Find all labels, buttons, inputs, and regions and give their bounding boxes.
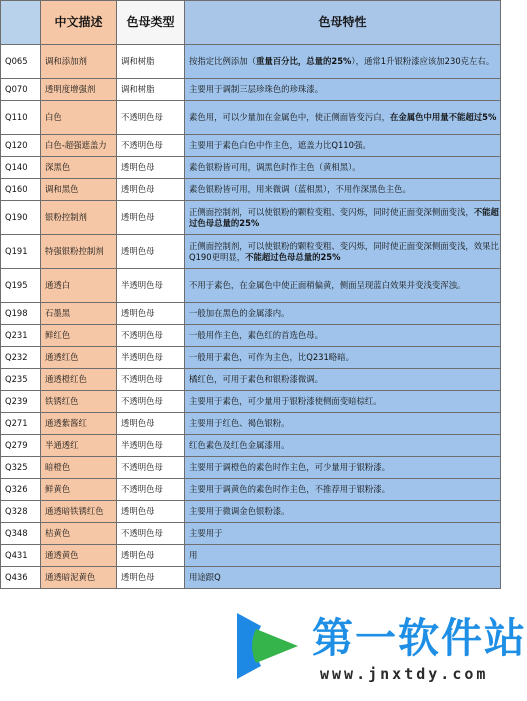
cell-pigment-type: 不透明色母 xyxy=(117,101,185,135)
cell-pigment-properties xyxy=(185,347,501,369)
table-row xyxy=(1,391,501,413)
cell-chinese-description: 通透红色 xyxy=(41,347,117,369)
cell-code: Q190 xyxy=(1,201,41,235)
table-header-row xyxy=(1,1,501,45)
watermark-title: 第一软件站 xyxy=(312,614,527,662)
cell-chinese-description: 透明度增强剂 xyxy=(41,79,117,101)
cell-pigment-properties xyxy=(185,545,501,567)
watermark-url: www.jnxtdy.com xyxy=(320,665,489,683)
table-row xyxy=(1,567,501,589)
property-text: 一般加在黑色的金属漆内。 xyxy=(189,308,290,318)
cell-code: Q160 xyxy=(1,179,41,201)
table-row xyxy=(1,235,501,269)
property-text: 主要用于调橙色的素色时作主色，可少量用于银粉漆。 xyxy=(189,462,390,472)
cell-pigment-properties xyxy=(185,369,501,391)
property-text: 按指定比例添加（ xyxy=(189,56,256,66)
cell-pigment-type: 透明色母 xyxy=(117,413,185,435)
table-row xyxy=(1,45,501,79)
property-text: 素色银粉皆可用，调黑色时作主色（黄相黑）。 xyxy=(189,162,361,172)
cell-pigment-properties xyxy=(185,269,501,303)
cell-pigment-properties xyxy=(185,101,501,135)
cell-pigment-properties xyxy=(185,413,501,435)
property-text: 用 xyxy=(189,550,198,560)
property-text: 正侧面控制剂，可以使银粉的颗粒变粗、变闪烁，同时使正面变深侧面变浅，效果比Q190更明显， xyxy=(189,240,499,262)
cell-chinese-description: 铁锈红色 xyxy=(41,391,117,413)
cell-code: Q348 xyxy=(1,523,41,545)
property-text: 主要用于 xyxy=(189,528,223,538)
cell-pigment-properties xyxy=(185,391,501,413)
property-text: 主要用于调黄色的素色时作主色，不推荐用于银粉漆。 xyxy=(189,484,390,494)
property-text: 不用于素色，在金属色中使正面稍偏黄，侧面呈现蓝白效果并变浅变浑浊。 xyxy=(189,280,466,290)
property-text: 橘红色，可用于素色和银粉漆微调。 xyxy=(189,374,323,384)
table-row xyxy=(1,369,501,391)
cell-chinese-description: 桔黄色 xyxy=(41,523,117,545)
cell-code: Q120 xyxy=(1,135,41,157)
table-row xyxy=(1,303,501,325)
cell-code: Q070 xyxy=(1,79,41,101)
cell-pigment-type: 不透明色母 xyxy=(117,391,185,413)
property-emphasis: 不能超过色母总量的25% xyxy=(189,206,499,228)
cell-code: Q328 xyxy=(1,501,41,523)
property-emphasis: 不能超过色母总量的25% xyxy=(245,251,341,262)
property-text: 正侧面控制剂，可以使银粉的颗粒变粗、变闪烁，同时使正面变深侧面变浅， xyxy=(189,206,474,217)
header-code xyxy=(1,1,41,45)
cell-pigment-type: 半透明色母 xyxy=(117,269,185,303)
cell-chinese-description: 通透橙红色 xyxy=(41,369,117,391)
cell-pigment-properties xyxy=(185,479,501,501)
table-row xyxy=(1,523,501,545)
property-text: 用途跟Q xyxy=(189,572,221,582)
cell-pigment-type: 不透明色母 xyxy=(117,369,185,391)
cell-pigment-properties xyxy=(185,45,501,79)
header-chinese-description: 中文描述 xyxy=(41,1,117,45)
cell-chinese-description: 通透紫酱红 xyxy=(41,413,117,435)
header-pigment-type: 色母类型 xyxy=(117,1,185,45)
property-emphasis: 重量百分比，总量的25% xyxy=(256,56,352,66)
property-text: 素色银粉皆可用，用来微调（蓝相黑），不用作深黑色主色。 xyxy=(189,184,411,194)
watermark xyxy=(228,605,527,699)
table-row xyxy=(1,325,501,347)
property-text: 一般用作主色，素色红的首选色母。 xyxy=(189,330,323,340)
cell-chinese-description: 半通透红 xyxy=(41,435,117,457)
table-row xyxy=(1,269,501,303)
cell-pigment-type: 透明色母 xyxy=(117,157,185,179)
table-row xyxy=(1,457,501,479)
cell-pigment-type: 透明色母 xyxy=(117,501,185,523)
cell-code: Q436 xyxy=(1,567,41,589)
cell-code: Q140 xyxy=(1,157,41,179)
cell-code: Q231 xyxy=(1,325,41,347)
table-row xyxy=(1,501,501,523)
property-text: 主要用于素色白色中作主色，遮盖力比Q110强。 xyxy=(189,140,371,150)
cell-chinese-description: 暗橙色 xyxy=(41,457,117,479)
table-row xyxy=(1,157,501,179)
table-row xyxy=(1,479,501,501)
table-row xyxy=(1,347,501,369)
cell-chinese-description: 调和黑色 xyxy=(41,179,117,201)
cell-chinese-description: 通透白 xyxy=(41,269,117,303)
cell-chinese-description: 白色 xyxy=(41,101,117,135)
cell-code: Q235 xyxy=(1,369,41,391)
cell-code: Q239 xyxy=(1,391,41,413)
table-row xyxy=(1,179,501,201)
cell-chinese-description: 石墨黑 xyxy=(41,303,117,325)
table-row xyxy=(1,101,501,135)
cell-code: Q325 xyxy=(1,457,41,479)
property-emphasis: 在金属色中用量不能超过5% xyxy=(390,112,497,122)
cell-pigment-properties xyxy=(185,325,501,347)
property-text: 素色用，可以少量加在金属色中，使正侧面皆变污白， xyxy=(189,112,390,122)
cell-pigment-type: 不透明色母 xyxy=(117,325,185,347)
cell-pigment-properties xyxy=(185,435,501,457)
cell-chinese-description: 通透暗泥黄色 xyxy=(41,567,117,589)
cell-chinese-description: 通透暗铁锈红色 xyxy=(41,501,117,523)
property-text: 主要用于调制三层珍珠色的珍珠漆。 xyxy=(189,84,323,94)
property-text: 主要用于素色，可少量用于银粉漆使侧面变暗棕红。 xyxy=(189,396,382,406)
cell-code: Q198 xyxy=(1,303,41,325)
cell-pigment-type: 不透明色母 xyxy=(117,135,185,157)
play-logo-icon xyxy=(228,605,310,687)
cell-chinese-description: 调和添加剂 xyxy=(41,45,117,79)
cell-pigment-properties xyxy=(185,201,501,235)
cell-code: Q431 xyxy=(1,545,41,567)
cell-pigment-type: 透明色母 xyxy=(117,545,185,567)
cell-chinese-description: 通透黄色 xyxy=(41,545,117,567)
cell-code: Q065 xyxy=(1,45,41,79)
cell-code: Q326 xyxy=(1,479,41,501)
cell-pigment-properties xyxy=(185,79,501,101)
cell-pigment-type: 透明色母 xyxy=(117,235,185,269)
cell-chinese-description: 鲜红色 xyxy=(41,325,117,347)
cell-chinese-description: 特强银粉控制剂 xyxy=(41,235,117,269)
property-text: 红色素色及红色金属漆用。 xyxy=(189,440,290,450)
cell-code: Q195 xyxy=(1,269,41,303)
cell-chinese-description: 白色-超强遮盖力 xyxy=(41,135,117,157)
cell-chinese-description: 深黑色 xyxy=(41,157,117,179)
cell-pigment-type: 不透明色母 xyxy=(117,479,185,501)
cell-pigment-properties xyxy=(185,501,501,523)
cell-pigment-properties xyxy=(185,157,501,179)
cell-pigment-type: 调和树脂 xyxy=(117,45,185,79)
cell-pigment-type: 不透明色母 xyxy=(117,523,185,545)
cell-code: Q271 xyxy=(1,413,41,435)
cell-pigment-type: 调和树脂 xyxy=(117,79,185,101)
table-row xyxy=(1,413,501,435)
cell-pigment-properties xyxy=(185,457,501,479)
property-text: ），通常1升银粉漆应该加230克左右。 xyxy=(351,56,495,66)
cell-pigment-properties xyxy=(185,303,501,325)
cell-pigment-properties xyxy=(185,567,501,589)
table-row xyxy=(1,201,501,235)
cell-pigment-type: 半透明色母 xyxy=(117,435,185,457)
table-row xyxy=(1,79,501,101)
cell-chinese-description: 鲜黄色 xyxy=(41,479,117,501)
cell-pigment-properties xyxy=(185,523,501,545)
cell-pigment-properties xyxy=(185,179,501,201)
table-row xyxy=(1,135,501,157)
cell-pigment-type: 透明色母 xyxy=(117,179,185,201)
cell-code: Q232 xyxy=(1,347,41,369)
cell-pigment-properties xyxy=(185,235,501,269)
cell-code: Q191 xyxy=(1,235,41,269)
property-text: 一般用于素色，可作为主色，比Q231略暗。 xyxy=(189,352,354,362)
cell-pigment-type: 不透明色母 xyxy=(117,457,185,479)
table-row xyxy=(1,435,501,457)
property-text: 主要用于红色、褐色银粉。 xyxy=(189,418,290,428)
cell-pigment-type: 透明色母 xyxy=(117,201,185,235)
cell-code: Q110 xyxy=(1,101,41,135)
cell-code: Q279 xyxy=(1,435,41,457)
property-text: 主要用于微调金色银粉漆。 xyxy=(189,506,290,516)
cell-pigment-properties xyxy=(185,135,501,157)
cell-chinese-description: 银粉控制剂 xyxy=(41,201,117,235)
cell-pigment-type: 透明色母 xyxy=(117,303,185,325)
cell-pigment-type: 半透明色母 xyxy=(117,347,185,369)
cell-pigment-type: 透明色母 xyxy=(117,567,185,589)
table-row xyxy=(1,545,501,567)
header-pigment-properties: 色母特性 xyxy=(185,1,501,45)
